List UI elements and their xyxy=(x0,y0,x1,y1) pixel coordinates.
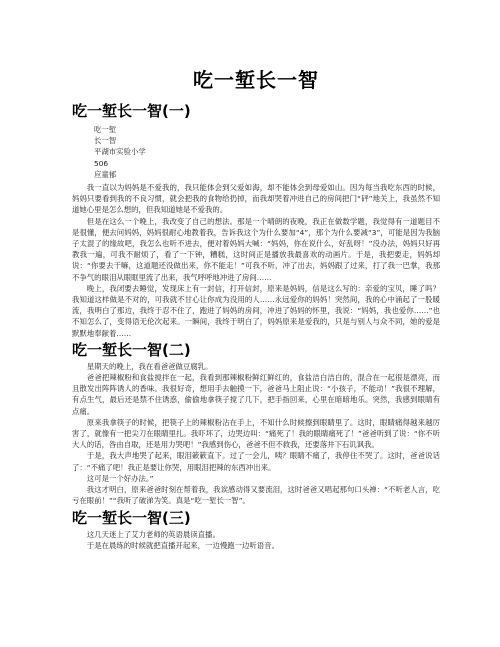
section-heading-3: 吃一堑长一智(三) xyxy=(72,508,191,527)
meta-line-school: 平湖市实验小学 xyxy=(94,147,146,157)
meta-line-class: 506 xyxy=(94,158,109,168)
meta-line-title-b: 长一智 xyxy=(94,136,117,146)
paragraph: 于是在晨练的时候就把直播开起来，一边慢跑一边听语音。 xyxy=(86,540,279,550)
paragraph: 这可是一个好办法。” xyxy=(86,473,154,483)
paragraph: 于是，我大声地哭了起来，眼泪簌簌直下。过了一会儿，咦？眼睛不痛了，我停住不哭了。这时，爸爸说话了：“不痛了吧！我正是要让你哭，用眼泪把辣的东西冲出来。 xyxy=(72,451,440,472)
article-meta xyxy=(94,124,440,180)
paragraph: 爸爸把辣椒粉和食盐搅拌在一起，我看到那辣椒粉鲜红鲜红的，食盐洁白洁白的，混合在一起很是漂亮，而且散发出阵阵诱人的香味。我很好奇，想用手去触摸一下，爸爸马上阻止说：“小孩子，不能动！”我很不理解，有点生气，最后还是禁不住诱惑，偷偷地拿筷子搅了几下，把手指回来，心里在暗暗地乐。突然，我感到眼睛有点痛。 xyxy=(72,373,440,416)
meta-line-author: 应童郁 xyxy=(94,169,117,179)
paragraph: 这几天迷上了艾力老师的英语晨读直播。 xyxy=(86,529,220,539)
section-heading-2: 吃一堑长一智(二) xyxy=(72,340,191,359)
meta-line-title-a: 吃一堑 xyxy=(94,125,117,134)
paragraph: 我这才明白，原来爸爸时刻在帮着我，我诶感动得又要流泪，这时爸爸又唱起那句口头禅：“不听老人言，吃亏在眼前！”“我听了破涕为笑。真是“吃一堑长一智”。 xyxy=(72,485,440,506)
paragraph: 晚上，我闭要去睡觉，发现床上有一封信，打开信封，原来是妈妈，信是这么写的：亲爱的宝贝，睡了吗？我知道这样做是不对的，可我就不甘心让你成为没用的人……永远爱你的妈妈！突然间，我的心中涌起了一股暖流，我明白了那边，我终于忍不住了，跑进了妈妈的房间，冲进了妈妈的怀里，我说：“妈妈，我也爱你……”也不知怎么了，变得语无伦次起来。一瞬间，我终于明白了，妈妈原来是爱我的，只是与别人与众不同，她的爱是默默地奉献着…… xyxy=(72,283,440,338)
section-heading-1: 吃一堑长一智(一) xyxy=(72,102,191,120)
paragraph: 原来我拿筷子的时候，把筷子上的辣椒粉沾在手上，不知什么时候擦到眼睛里了。这时，眼睛痛得越来越厉害了，就像有一把尖刀在眼睛里扎。我吓坏了，边哭边叫：“痛死了！我的眼睛痛死了！”爸爸听到了说：“你不听大人的话，咎由自取，还是用力哭吧！”我感到伤心，爸爸不但不救我，还要落井下石讥讽我。 xyxy=(72,417,440,450)
paragraph: 但是在这么一个晚上，我改变了自己的想法。那是一个晴朗的夜晚，我正在做数学题，我觉得有一道题目不是很懂，便去问妈妈，妈妈很耐心地教着我，告诉我这个为什么要加“4”，那个为什么要减“3”，可能是因为我脑子太混了的缘故吧，我怎么也听不进去，便对着妈妈大喊：“妈妈，你在说什么，好乱呀！”没办法，妈妈只好再教我一遍，可我不耐烦了，看了一下钟，糟糕，这时间正是播放我最喜欢的动画片。于是，我把要走，妈妈却说：“你要去干嘛，这道题还没做出来，你不能走！”可我不听，冲了出去，妈妈跟了过来，打了我一巴掌，我那不争气的眼泪从眼眶里流了出来，我气呼呼地冲进了房间…… xyxy=(72,216,440,282)
document-title: 吃一堑长一智 xyxy=(193,68,319,92)
paragraph: 星期天的晚上，我在看爸爸做豆腐乳。 xyxy=(86,361,213,371)
paragraph: 我一直以为妈妈是不爱我的，我只能体会到父爱如海，却不能体会到母爱如山。因为每当我吃东西的时候，妈妈只要看到我的不良习惯，就会把我的食物给扔掉，而我却哭着冲进自己的房间把门“砰”地关上，我虽然不知道她心里是怎么想的，但我知道她是不爱我的。 xyxy=(72,183,440,215)
